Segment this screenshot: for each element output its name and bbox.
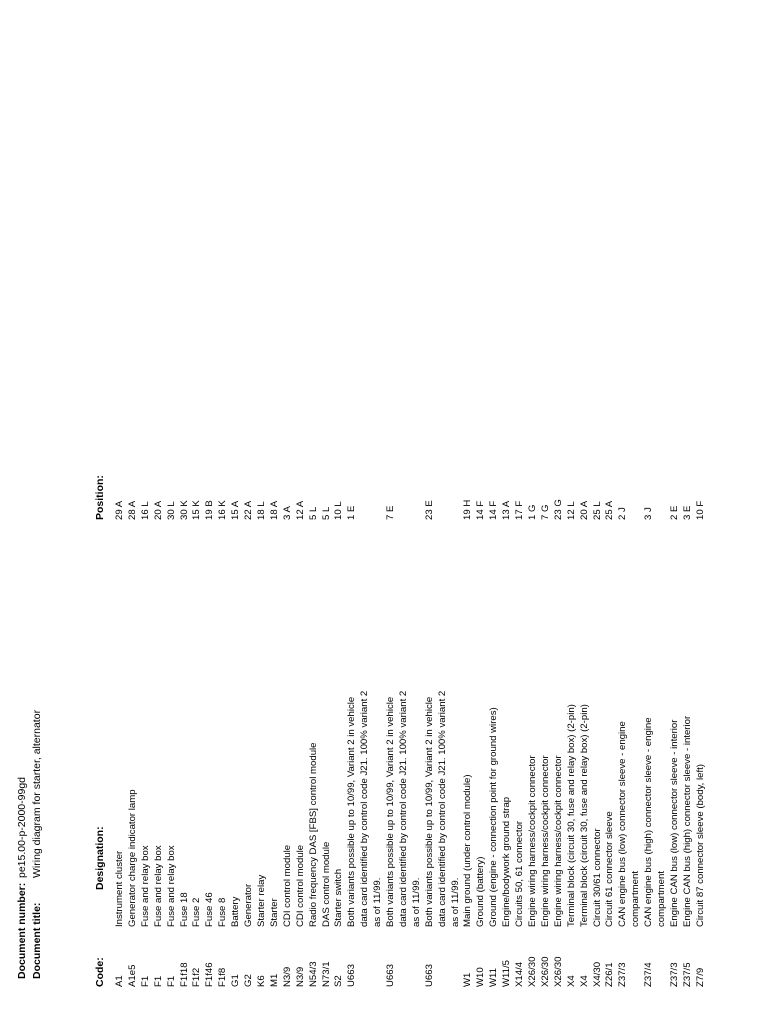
row-designation: Engine CAN bus (low) connector sleeve - interior: [668, 719, 680, 927]
row-position: 28 A: [126, 500, 138, 520]
row-position: 17 F: [514, 500, 526, 520]
row-designation: Both variants possible up to 10/99, Variant 2 in vehicle data card identified by control code J21. 100% variant 2 as of 11/99.: [346, 690, 384, 927]
row-designation: Main ground (under control module): [462, 774, 474, 927]
table-row: [140, 0, 153, 1024]
row-position: 19 B: [204, 500, 216, 520]
row-code: X4: [565, 975, 577, 987]
row-position: 18 L: [255, 501, 267, 520]
row-code: N3/9: [294, 966, 306, 987]
row-position: 18 A: [268, 500, 280, 520]
row-code: Z37/4: [643, 962, 655, 987]
row-position: 10 F: [694, 500, 706, 520]
row-designation: Generator charge indicator lamp: [126, 789, 138, 927]
row-designation: Fuse and relay box: [165, 845, 177, 927]
row-position: 12 A: [294, 500, 306, 520]
row-position: 2 E: [668, 505, 680, 520]
table-row: [682, 0, 695, 1024]
table-row: [385, 0, 424, 1024]
row-code: F1: [139, 975, 151, 987]
row-designation: Engine wiring harness/cockpit connector: [539, 755, 551, 927]
table-row: [501, 0, 514, 1024]
row-designation: Fuse 18: [178, 892, 190, 927]
row-code: K6: [255, 975, 267, 987]
table-row: [204, 0, 217, 1024]
row-position: 14 F: [488, 500, 500, 520]
row-designation: Circuit 30/61 connector: [591, 828, 603, 927]
table-row: [333, 0, 346, 1024]
row-designation: CDI control module: [281, 844, 293, 927]
row-designation: Circuits 50, 61 connector: [514, 820, 526, 927]
row-code: N73/1: [320, 961, 332, 987]
table-row: [566, 0, 579, 1024]
row-code: F1f46: [204, 962, 216, 987]
row-designation: Engine wiring harness/cockpit connector: [527, 755, 538, 927]
row-position: 15 A: [230, 500, 242, 520]
row-code: F1f18: [178, 962, 190, 987]
table-row: [166, 0, 179, 1024]
document-number-label: Document number:: [16, 882, 28, 979]
row-position: 5 L: [320, 506, 332, 520]
row-code: Z37/3: [668, 962, 680, 987]
code-column-header: Code:: [94, 957, 106, 987]
row-designation: DAS control module: [320, 841, 332, 927]
row-code: W1: [462, 972, 474, 987]
row-designation: Starter relay: [255, 874, 267, 927]
row-code: A1e5: [126, 964, 138, 987]
row-designation: Terminal block (circuit 30, fuse and relay box) (2-pin): [565, 704, 577, 927]
row-position: 15 K: [191, 500, 203, 520]
row-code: X4: [578, 975, 590, 987]
row-designation: Radio frequency DAS [FBS] control module: [307, 742, 319, 927]
row-position: 3 E: [681, 505, 693, 520]
row-designation: CDI control module: [294, 844, 306, 927]
table-row: [695, 0, 708, 1024]
table-row: [604, 0, 617, 1024]
row-designation: Instrument cluster: [114, 850, 125, 927]
row-position: 10 L: [333, 501, 345, 520]
row-position: 20 A: [152, 500, 164, 520]
row-code: W11: [488, 967, 500, 987]
row-designation: Ground (battery): [475, 856, 487, 927]
row-code: X26/30: [552, 956, 564, 987]
row-code: W10: [475, 967, 487, 987]
table-row: [475, 0, 488, 1024]
row-position: 25 L: [591, 501, 603, 520]
table-row: [514, 0, 527, 1024]
row-position: 16 K: [217, 500, 229, 520]
row-designation: Engine CAN bus (high) connector sleeve - interior: [681, 715, 693, 927]
row-code: X14/4: [514, 961, 526, 987]
row-code: N3/9: [281, 966, 293, 987]
row-position: 19 H: [462, 499, 474, 520]
table-row: [230, 0, 243, 1024]
document-title-value: Wiring diagram for starter, alternator: [31, 709, 43, 878]
row-designation: Starter switch: [333, 868, 345, 927]
row-position: 1 E: [346, 505, 358, 520]
row-position: 3 A: [281, 506, 293, 520]
position-column-header: Position:: [94, 475, 106, 520]
row-designation: Generator: [243, 883, 255, 927]
row-code: Z37/5: [681, 962, 693, 987]
row-designation: Starter: [268, 898, 280, 927]
row-designation: CAN engine bus (high) connector sleeve - engine compartment: [643, 717, 668, 927]
row-code: M1: [268, 973, 280, 987]
table-row: [488, 0, 501, 1024]
row-designation: Both variants possible up to 10/99, Variant 2 in vehicle data card identified by control code J21. 100% variant 2 as of 11/99.: [423, 690, 461, 927]
row-code: G2: [243, 974, 255, 987]
row-code: Z26/1: [604, 962, 616, 987]
row-code: U663: [346, 964, 358, 987]
row-designation: Both variants possible up to 10/99, Variant 2 in vehicle data card identified by control code J21. 100% variant 2 as of 11/99.: [385, 690, 422, 927]
table-row: [153, 0, 166, 1024]
row-code: Z37/3: [617, 962, 629, 987]
row-position: 14 F: [475, 500, 487, 520]
row-code: G1: [230, 974, 242, 987]
row-position: 16 L: [139, 501, 151, 520]
row-code: X4/30: [591, 961, 603, 987]
document-number-value: pe15.00-p-2000-99gd: [16, 776, 28, 878]
row-position: 3 J: [643, 507, 655, 520]
row-code: X26/30: [527, 956, 538, 987]
row-position: 1 G: [527, 504, 538, 520]
row-code: N54/3: [307, 961, 319, 987]
row-position: 7 G: [539, 504, 551, 520]
table-row: [527, 0, 540, 1024]
row-code: U663: [423, 964, 435, 987]
row-position: 20 A: [578, 500, 590, 520]
row-position: 23 E: [423, 500, 435, 520]
row-designation: Fuse 2: [191, 897, 203, 927]
table-row: [540, 0, 553, 1024]
table-row: [243, 0, 256, 1024]
row-position: 30 L: [165, 501, 177, 520]
row-code: S2: [333, 975, 345, 987]
table-row: [617, 0, 643, 1024]
table-row: [295, 0, 308, 1024]
row-designation: Engine/bodywork ground strap: [501, 796, 513, 927]
row-designation: Fuse and relay box: [139, 845, 151, 927]
row-designation: CAN engine bus (low) connector sleeve - engine compartment: [617, 721, 642, 927]
row-designation: Fuse 46: [204, 892, 216, 927]
row-position: 2 J: [617, 507, 629, 520]
row-position: 25 A: [604, 500, 616, 520]
table-row: [424, 0, 463, 1024]
row-position: 13 A: [501, 500, 513, 520]
row-code: F1f8: [217, 967, 229, 987]
row-position: 23 G: [552, 499, 564, 520]
row-code: A1: [114, 975, 125, 987]
table-row: [643, 0, 669, 1024]
row-code: F1: [152, 975, 164, 987]
row-code: Z7/9: [694, 967, 706, 987]
table-row: [282, 0, 295, 1024]
row-designation: Terminal block (circuit 30, fuse and relay box) (2-pin): [578, 704, 590, 927]
table-row: [269, 0, 282, 1024]
table-row: [462, 0, 475, 1024]
row-position: 29 A: [114, 500, 125, 520]
table-row: [217, 0, 230, 1024]
table-row: [114, 0, 127, 1024]
row-position: 30 K: [178, 500, 190, 520]
row-code: F1f2: [191, 967, 203, 987]
row-position: 22 A: [243, 500, 255, 520]
row-position: 12 L: [565, 501, 577, 520]
document-title-label: Document title:: [31, 902, 43, 979]
row-designation: Engine wiring harness/cockpit connector: [552, 755, 564, 927]
table-row: [308, 0, 321, 1024]
row-position: 7 E: [385, 505, 397, 520]
row-position: 5 L: [307, 506, 319, 520]
table-row: [579, 0, 592, 1024]
table-row: [553, 0, 566, 1024]
table-row: [127, 0, 140, 1024]
row-designation: Fuse 8: [217, 897, 229, 927]
designation-column-header: Designation:: [94, 826, 106, 890]
row-designation: Circuit 87 connector sleeve (body, left): [694, 764, 706, 927]
table-row: [191, 0, 204, 1024]
row-code: W11/5: [501, 959, 513, 987]
row-code: X26/30: [539, 956, 551, 987]
table-row: [256, 0, 269, 1024]
row-designation: Battery: [230, 896, 242, 927]
table-row: [321, 0, 334, 1024]
legend-table: [114, 0, 708, 1024]
row-designation: Fuse and relay box: [152, 845, 164, 927]
row-code: F1: [165, 975, 177, 987]
row-designation: Circuit 61 connector sleeve: [604, 811, 616, 927]
row-code: U663: [385, 964, 397, 987]
table-row: [592, 0, 605, 1024]
table-row: [346, 0, 385, 1024]
table-row: [179, 0, 192, 1024]
table-row: [669, 0, 682, 1024]
row-designation: Ground (engine - connection point for ground wires): [488, 707, 500, 927]
